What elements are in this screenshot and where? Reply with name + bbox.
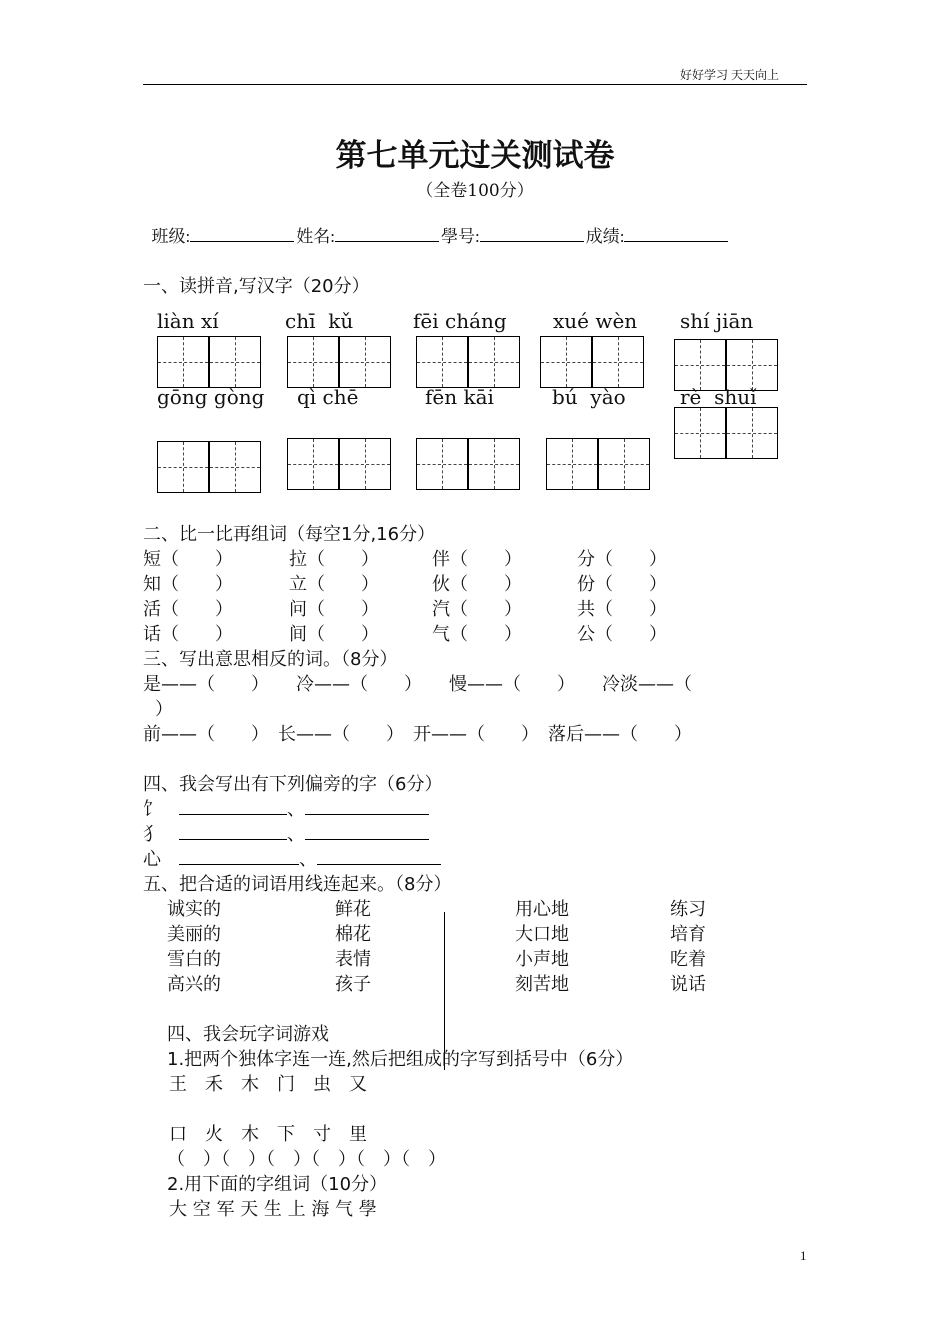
match-item[interactable]: 大口地 [515,924,569,945]
radical-row [143,845,441,871]
writing-grid-box[interactable] [592,336,644,388]
writing-grid-box[interactable] [726,339,778,391]
word-pair-item[interactable]: 问（ ） [289,599,379,620]
pinyin-label: shí jiān [680,309,754,333]
separator: 、 [287,799,305,820]
match-item[interactable]: 吃着 [670,949,706,970]
name-field[interactable] [296,222,441,247]
word-pair-item[interactable]: 汽（ ） [432,599,522,620]
pinyin-label: qì chē [297,385,359,409]
char-row[interactable]: 口 火 木 下 寸 里 [169,1124,367,1145]
writing-grid-box[interactable] [287,438,339,490]
word-pair-item[interactable]: 伙（ ） [432,574,522,595]
class-blank[interactable] [190,227,294,242]
writing-grid-box[interactable] [540,336,592,388]
match-item[interactable]: 培育 [670,924,706,945]
section5-heading: 五、把合适的词语用线连起来。（8分） [143,874,452,895]
section3-heading: 三、写出意思相反的词。（8分） [143,649,398,670]
writing-grid-box[interactable] [674,339,726,391]
header-rule [143,84,807,85]
match-item[interactable]: 孩子 [335,974,371,995]
word-pair-item[interactable]: 短（ ） [143,549,233,570]
match-item[interactable]: 鲜花 [335,899,371,920]
radical-char: 饣 [143,799,161,820]
word-pair-item[interactable]: 气（ ） [432,624,522,645]
answer-blank[interactable] [179,825,287,840]
writing-grid-box[interactable] [416,438,468,490]
match-item[interactable]: 诚实的 [167,899,221,920]
radical-char: 犭 [143,824,161,845]
word-pair-item[interactable]: 立（ ） [289,574,379,595]
page-title: 第七单元过关测试卷 [335,138,615,174]
writing-grid-box[interactable] [726,407,778,459]
match-item[interactable]: 说话 [670,974,706,995]
writing-grid-box[interactable] [209,441,261,493]
question-2-text: 2.用下面的字组词（10分） [167,1174,388,1195]
answer-blank[interactable] [179,850,299,865]
writing-grid-box[interactable] [468,438,520,490]
antonym-line[interactable]: 是——（ ） 冷——（ ） 慢——（ ） 冷淡——（ [143,674,692,695]
student-id-blank[interactable] [480,227,584,242]
answer-blank[interactable] [305,825,429,840]
header-tagline: 好好学习 天天向上 [680,68,780,82]
match-item[interactable]: 雪白的 [167,949,221,970]
match-item[interactable]: 小声地 [515,949,569,970]
writing-grid-box[interactable] [546,438,598,490]
student-id-label: 學号: [440,227,480,246]
name-blank[interactable] [335,227,439,242]
match-item[interactable]: 高兴的 [167,974,221,995]
writing-grid-box[interactable] [468,336,520,388]
writing-grid-box[interactable] [416,336,468,388]
student-info-line [143,202,730,247]
match-item[interactable]: 练习 [670,899,706,920]
writing-grid-box[interactable] [157,441,209,493]
pinyin-label: fēi cháng [413,309,507,333]
writing-grid-box[interactable] [157,336,209,388]
word-pair-item[interactable]: 知（ ） [143,574,233,595]
pinyin-label: liàn xí [157,309,219,333]
radical-row [143,795,429,821]
match-item[interactable]: 美丽的 [167,924,221,945]
char-row[interactable]: 王 禾 木 门 虫 又 [169,1074,367,1095]
match-item[interactable]: 表情 [335,949,371,970]
class-label: 班级: [151,227,191,246]
writing-grid-box[interactable] [598,438,650,490]
radical-row [143,820,429,846]
writing-grid-box[interactable] [339,336,391,388]
antonym-line-wrap: ） [155,699,173,720]
pinyin-label: chī kǔ [285,309,354,333]
word-pair-item[interactable]: 伴（ ） [432,549,522,570]
word-pair-item[interactable]: 话（ ） [143,624,233,645]
separator: 、 [287,824,305,845]
section2-heading: 二、比一比再组词（每空1分,16分） [143,524,436,545]
name-label: 姓名: [296,227,335,246]
pinyin-label: rè shuǐ [680,385,757,409]
score-field[interactable] [586,222,731,247]
pinyin-label: fēn kāi [425,385,494,409]
page-number: 1 [800,1248,807,1263]
word-pair-item[interactable]: 公（ ） [577,624,667,645]
writing-grid-box[interactable] [674,407,726,459]
word-pair-item[interactable]: 分（ ） [577,549,667,570]
question-1-text: 1.把两个独体字连一连,然后把组成的字写到括号中（6分） [167,1049,634,1070]
match-item[interactable]: 棉花 [335,924,371,945]
word-pair-item[interactable]: 份（ ） [577,574,667,595]
writing-grid-box[interactable] [209,336,261,388]
match-item[interactable]: 刻苦地 [515,974,569,995]
section4-heading: 四、我会写出有下列偏旁的字（6分） [143,774,443,795]
pinyin-label: xué wèn [553,309,638,333]
section6-heading: 四、我会玩字词游戏 [167,1024,329,1045]
separator: 、 [299,849,317,870]
word-pair-item[interactable]: 拉（ ） [289,549,379,570]
score-label: 成绩: [585,227,625,246]
writing-grid-box[interactable] [287,336,339,388]
page-subtitle: （全卷100分） [416,181,534,201]
antonym-line[interactable]: 前——（ ） 长——（ ） 开——（ ） 落后——（ ） [143,724,692,745]
section1-heading: 一、读拼音,写汉字（20分） [143,276,370,297]
student-id-field[interactable] [441,222,586,247]
answer-blank[interactable] [317,850,441,865]
match-item[interactable]: 用心地 [515,899,569,920]
writing-grid-box[interactable] [339,438,391,490]
word-pair-item[interactable]: 活（ ） [143,599,233,620]
pinyin-label: bú yào [552,385,626,409]
radical-char: 心 [143,849,161,870]
word-pair-item[interactable]: 共（ ） [577,599,667,620]
class-field[interactable] [152,222,297,247]
answer-brackets[interactable]: （ ）（ ）（ ）（ ）（ ）（ ） [167,1149,446,1170]
score-blank[interactable] [624,227,728,242]
word-pair-item[interactable]: 间（ ） [289,624,379,645]
answer-blank[interactable] [179,800,287,815]
answer-blank[interactable] [305,800,429,815]
pinyin-label: gōng gòng [157,385,265,409]
char-list[interactable]: 大 空 军 天 生 上 海 气 學 [169,1199,377,1220]
